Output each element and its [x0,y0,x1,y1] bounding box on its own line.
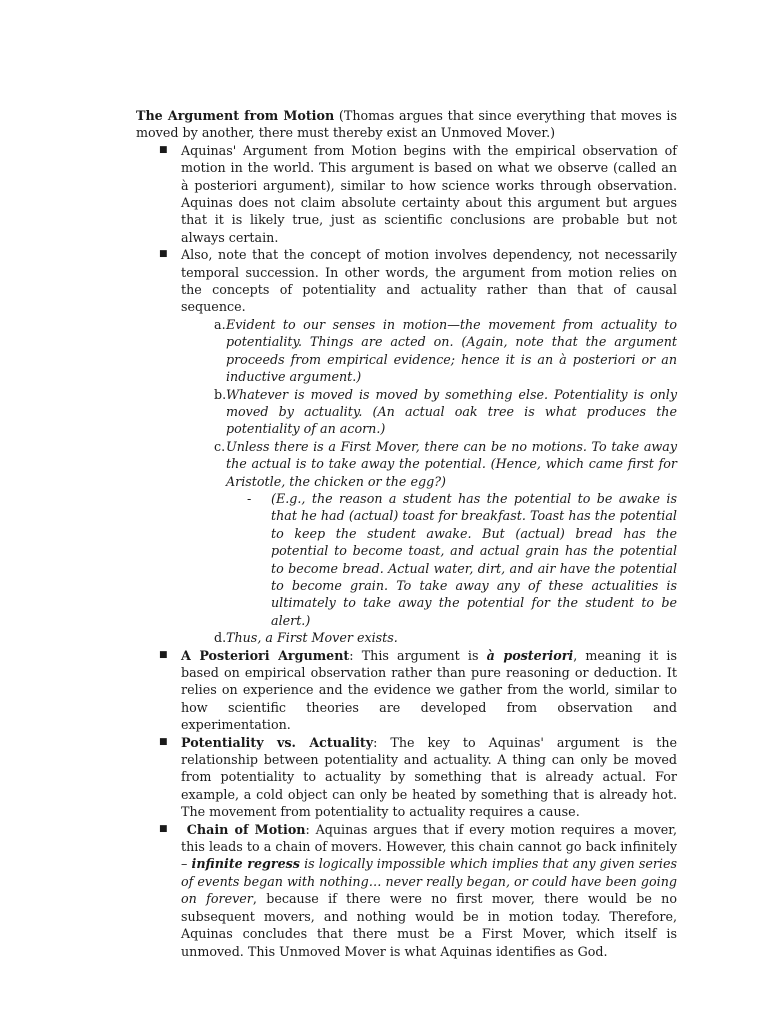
bullet-title: A Posteriori Argument [181,647,350,663]
bullet-title: Chain of Motion [186,821,306,837]
bullet-text: Also, note that the concept of motion involves dependency, not necessarily temporal succession. In other words, the argument from motion relies on the concepts of potentiality and actuality rather than that of causal sequence. [181,247,677,315]
subpoint-text: Whatever is moved is moved by something else. Potentiality is only moved by actuality. (An actual oak tree is what produces the potentiality of an acorn.) [226,386,677,437]
section-heading: The Argument from Motion [136,108,335,123]
bullet-item [136,246,677,316]
bullet-title: Potentiality vs. Actuality [181,734,374,750]
bullet-marker: ■ [159,823,168,834]
subpoint-d [136,629,677,646]
bullet-item [136,647,677,734]
subpoint-b [136,386,677,438]
subpoint-label: d. [214,630,227,646]
intro-paragraph [136,107,677,142]
bullet-text: Aquinas' Argument from Motion begins with the empirical observation of motion in the world. This argument is based on what we observe (called an à posteriori argument), similar to how science works through observation. Aquinas does not claim absolute certainty about this argument but argues that it is likely true, just as scientific conclusions are probable but not always certain. [181,142,677,245]
bullet-marker: ■ [159,249,168,260]
bullet-marker: ■ [159,736,168,747]
bullet-term: infinite regress [191,856,300,872]
document-page [136,107,677,960]
dash-text: (E.g., the reason a student has the potential to be awake is that he had (actual) toast for breakfast. Toast has the potential to keep the student awake. But (actual) bread has the potential to become toast, and actual grain has the potential to become bread. Actual water, dirt, and air have the potential to become grain. To take away any of these actualities is ultimately to take away the potential for the student to be alert.) [271,490,677,628]
subpoint-text: Thus, a First Mover exists. [226,630,398,646]
subpoint-label: c. [214,438,226,454]
bullet-text: , because if there were no first mover, there would be no subsequent movers, and nothing would be in motion today. Therefore, Aquinas concludes that there must be a First Mover, which itself is unmoved. This Unmoved Mover is what Aquinas identifies as God. [181,891,677,959]
bullet-item [136,142,677,246]
bullet-term: à posteriori [486,647,574,663]
bullet-marker: ■ [159,144,168,155]
subpoint-text: Evident to our senses in motion—the movement from actuality to potentiality. Things are acted on. (Again, note that the argument proceeds from empirical evidence; hence it is an à posteriori or an inductive argument.) [226,316,677,385]
bullet-text: : This argument is [349,647,487,663]
bullet-text: : The key to Aquinas' argument is the relationship between potentiality and actuality. A thing can only be moved from potentiality to actuality by something that is already actual. For example, a cold object can only be heated by something that is already hot. The movement from potentiality to actuality requires a cause. [181,734,678,820]
subpoint-label: b. [214,386,227,402]
bullet-marker: ■ [159,649,168,660]
subpoint-c [136,438,677,490]
dash-marker: - [247,490,252,506]
bullet-item [136,734,677,821]
subpoint-a [136,316,677,386]
bullet-text: , meaning it is based on empirical observation rather than pure reasoning or deduction. It relies on experience and the evidence we gather from the world, similar to how scientific theories are developed from observation and experimentation. [181,647,677,733]
bullet-italic-text: is logically impossible which implies that any given series of events began with nothing… never really began, or could have been going on forever [181,856,677,907]
subpoint-label: a. [214,316,226,332]
bullet-item [136,821,677,960]
bullet-text: : Aquinas argues that if every motion requires a mover, this leads to a chain of movers. However, this chain cannot go back infinitely – [181,821,677,872]
intro-text: (Thomas argues that since everything that moves is moved by another, there must thereby exist an Unmoved Mover.) [136,108,677,141]
subpoint-text: Unless there is a First Mover, there can be no motions. To take away the actual is to take away the potential. (Hence, which came first for Aristotle, the chicken or the egg?) [226,438,677,489]
dash-item [136,490,677,629]
